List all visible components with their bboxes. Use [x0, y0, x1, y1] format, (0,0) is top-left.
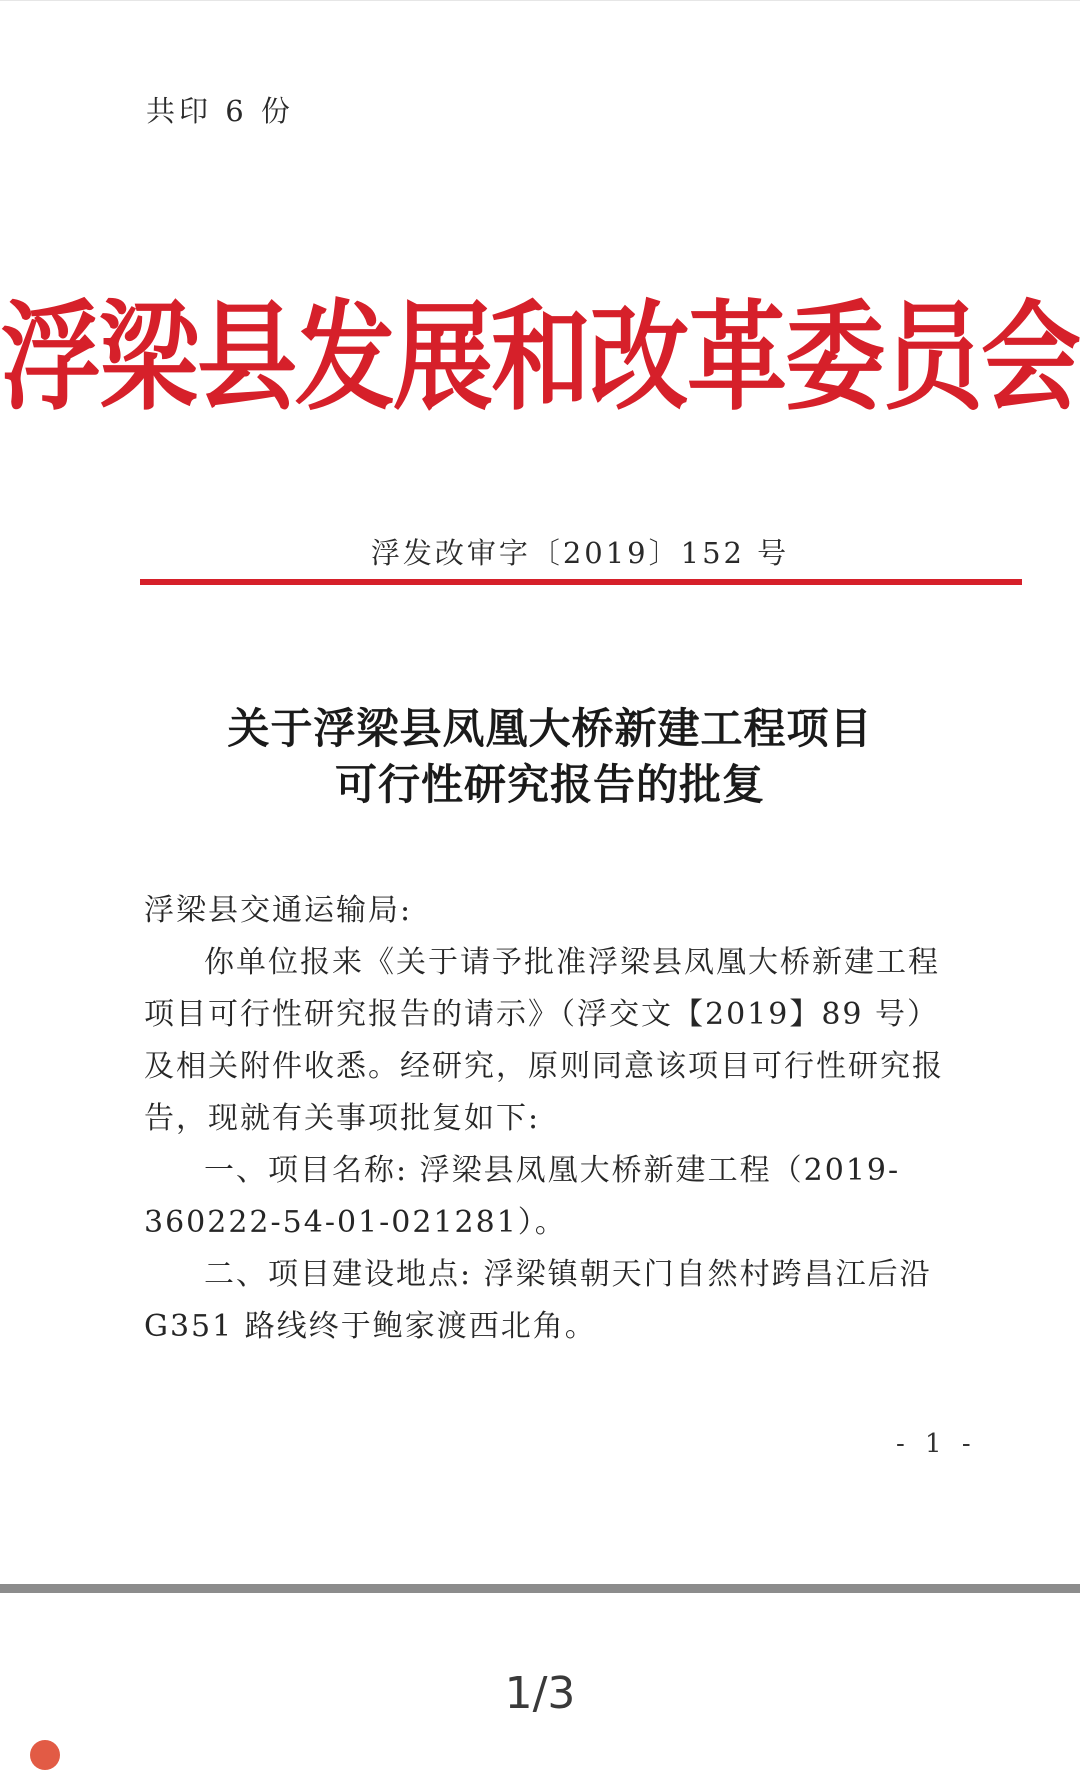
document-body [144, 885, 960, 1353]
page-indicator: 1/3 [504, 1668, 576, 1719]
title-line-1: 关于浮梁县凤凰大桥新建工程项目 [227, 704, 873, 753]
document-title [0, 701, 1080, 813]
body-paragraph: 一、项目名称: 浮梁县凤凰大桥新建工程（2019-360222-54-01-021281）。 [144, 1153, 901, 1240]
addressee: 浮梁县交通运输局: [144, 893, 413, 928]
body-paragraph: 二、项目建设地点: 浮梁镇朝天门自然村跨昌江后沿G351 路线终于鲍家渡西北角。 [144, 1257, 932, 1344]
copies-note: 共印 6 份 [146, 94, 294, 128]
issuer-header: 浮梁县发展和改革委员会 [1, 287, 1079, 428]
title-line-2: 可行性研究报告的批复 [334, 760, 765, 809]
body-paragraph: 你单位报来《关于请予批准浮梁县凤凰大桥新建工程项目可行性研究报告的请示》（浮交文【2019】89 号）及相关附件收悉。经研究，原则同意该项目可行性研究报告，现就有关事项批复如下: [144, 945, 944, 1136]
document-number: 浮发改审字〔2019〕152 号 [370, 536, 790, 570]
red-divider [140, 579, 1022, 585]
floating-action-dot[interactable] [30, 1740, 60, 1770]
page-scroll-bar[interactable] [0, 1584, 1080, 1593]
page-number: - 1 - [896, 1429, 977, 1459]
